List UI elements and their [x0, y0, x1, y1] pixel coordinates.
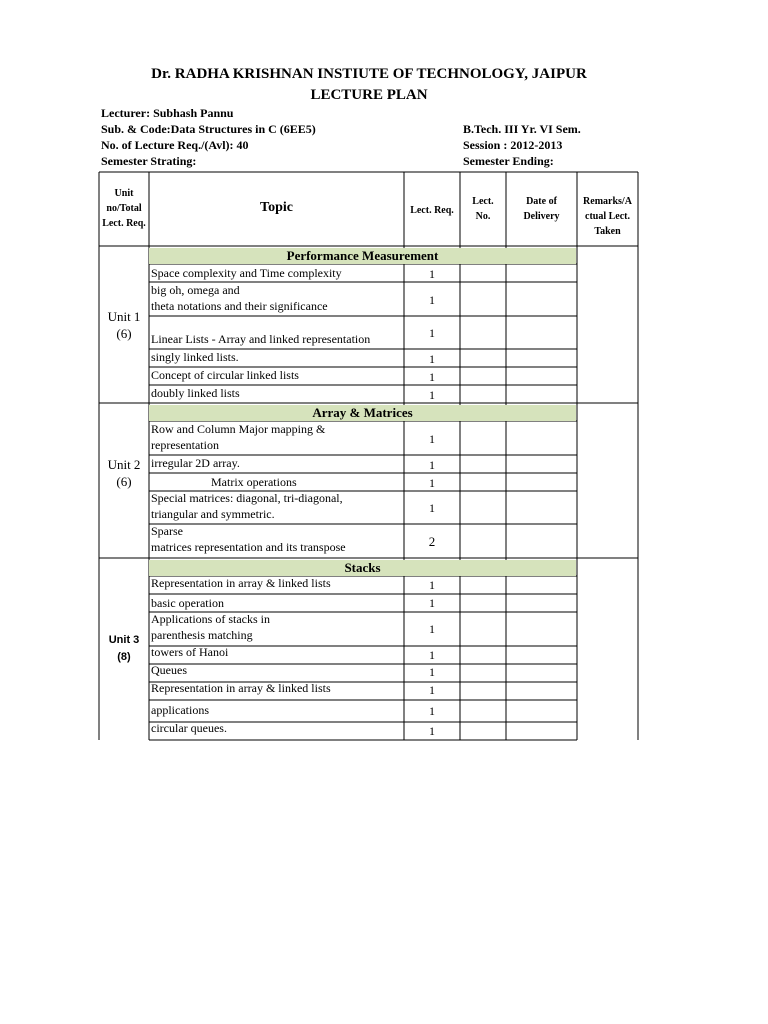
lect-req-cell: 1 [429, 704, 435, 718]
lect-req-cell: 1 [429, 432, 435, 446]
lect-req-cell: 1 [429, 665, 435, 679]
lect-req-cell: 1 [429, 293, 435, 307]
lect-req-cell: 1 [429, 683, 435, 697]
topic-cell: Concept of circular linked lists [151, 368, 299, 382]
lect-req-cell: 1 [429, 724, 435, 738]
lectures-count-label: No. of Lecture Req./(Avl): 40 [101, 138, 249, 152]
topic-cell: Sparse matrices representation and its transpose [151, 524, 346, 554]
lect-req-cell: 1 [429, 458, 435, 472]
semester-end-label: Semester Ending: [463, 154, 554, 168]
topic-cell: Applications of stacks in parenthesis matching [151, 612, 270, 642]
lect-req-cell: 1 [429, 267, 435, 281]
topic-cell: Row and Column Major mapping & representation [151, 422, 326, 452]
lect-req-cell: 1 [429, 352, 435, 366]
col-header-lect-req: Lect. Req. [410, 205, 454, 216]
lect-req-cell: 1 [429, 622, 435, 636]
topic-cell: Special matrices: diagonal, tri-diagonal, triangular and symmetric. [151, 491, 343, 521]
topic-cell: Linear Lists - Array and linked representation [151, 332, 371, 346]
topic-cell: Space complexity and Time complexity [151, 266, 342, 280]
topic-cell: circular queues. [151, 721, 227, 735]
col-header-date: Date of Delivery [523, 196, 560, 222]
lect-req-cell: 1 [429, 578, 435, 592]
semester-start-label: Semester Strating: [101, 154, 197, 168]
col-header-unit: Unit no/Total Lect. Req. [102, 188, 146, 229]
course-label: B.Tech. III Yr. VI Sem. [463, 122, 581, 136]
topic-cell: towers of Hanoi [151, 645, 229, 659]
topic-cell: Representation in array & linked lists [151, 681, 331, 695]
session-label: Session : 2012-2013 [463, 138, 563, 152]
subject-label: Sub. & Code:Data Structures in C (6EE5) [101, 122, 316, 136]
topic-cell: big oh, omega and theta notations and their significance [151, 283, 328, 313]
topic-cell: Matrix operations [151, 475, 297, 489]
lect-req-cell: 1 [429, 596, 435, 610]
section-header: Performance Measurement [149, 248, 576, 264]
topic-cell: doubly linked lists [151, 386, 240, 400]
topic-cell: Representation in array & linked lists [151, 576, 331, 590]
lect-req-cell: 1 [429, 648, 435, 662]
lect-req-cell: 1 [429, 476, 435, 490]
topic-cell: Queues [151, 663, 187, 677]
document-title: LECTURE PLAN [310, 87, 428, 103]
section-header: Stacks [149, 560, 576, 576]
topic-cell: singly linked lists. [151, 350, 239, 364]
institute-title: Dr. RADHA KRISHNAN INSTIUTE OF TECHNOLOGY, JAIPUR [151, 66, 587, 82]
lect-req-cell: 1 [429, 501, 435, 515]
lect-req-cell: 2 [428, 534, 436, 549]
section-header: Array & Matrices [149, 405, 576, 421]
topic-cell: applications [151, 703, 209, 717]
col-header-topic: Topic [260, 200, 293, 215]
unit-label: Unit 2 (6) [107, 457, 141, 489]
unit-label: Unit 3 (8) [108, 634, 140, 663]
lect-req-cell: 1 [429, 370, 435, 384]
lect-req-cell: 1 [429, 326, 435, 340]
topic-cell: irregular 2D array. [151, 456, 240, 470]
col-header-lect-no: Lect. No. [472, 196, 494, 222]
lecturer-label: Lecturer: Subhash Pannu [101, 106, 234, 120]
lect-req-cell: 1 [429, 388, 435, 402]
col-header-remarks: Remarks/A ctual Lect. Taken [583, 196, 632, 237]
unit-label: Unit 1 (6) [107, 309, 141, 341]
topic-cell: basic operation [151, 596, 224, 610]
